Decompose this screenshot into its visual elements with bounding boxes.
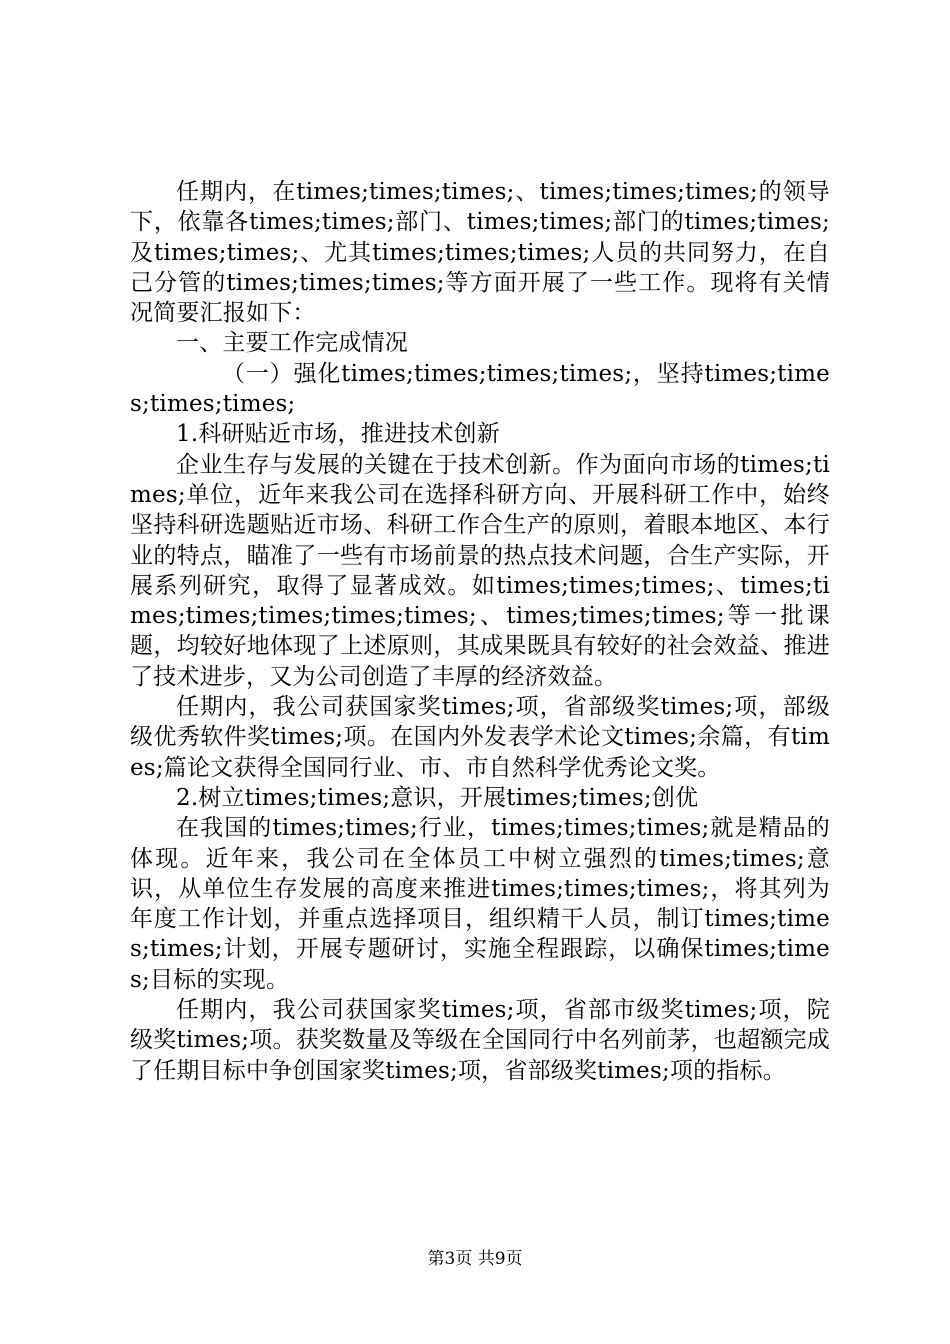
subsection-heading: （一）强化times;times;times;times;，坚持times;times;times;times; <box>130 360 830 418</box>
document-body <box>130 177 830 1086</box>
intro-paragraph: 任期内，在times;times;times;、times;times;times;的领导下，依靠各times;times;部门、times;times;部门的times;times;及times;times;、尤其times;times;times;人员的共同努力，在自己分管的times;times;times;等方面开展了一些工作。现将有关情况简要汇报如下： <box>130 179 830 327</box>
section-heading: 一、主要工作完成情况 <box>176 330 408 357</box>
body-paragraph-1: 企业生存与发展的关键在于技术创新。作为面向市场的times;times;单位，近年来我公司在选择科研方向、开展科研工作中，始终坚持科研选题贴近市场、科研工作合生产的原则，着眼本地区、本行业的特点，瞄准了一些有市场前景的热点技术问题，合生产实际，开展系列研究，取得了显著成效。如times;times;times;、times;times;times;times;times;times;、times;times;times;等一批课题，均较好地体现了上述原则，其成果既具有较好的社会效益、推进了技术进步，又为公司创造了丰厚的经济效益。 <box>130 451 830 690</box>
item-heading-1: 1.科研贴近市场，推进技术创新 <box>176 421 500 448</box>
body-paragraph-2: 任期内，我公司获国家奖times;项，省部级奖times;项，部级级优秀软件奖times;项。在国内外发表学术论文times;余篇，有times;篇论文获得全国同行业、市、市自然科学优秀论文奖。 <box>130 694 830 781</box>
item-heading-2: 2.树立times;times;意识，开展times;times;创优 <box>176 784 699 811</box>
body-paragraph-4: 任期内，我公司获国家奖times;项，省部市级奖times;项，院级奖times;项。获奖数量及等级在全国同行中名列前茅，也超额完成了任期目标中争创国家奖times;项，省部级奖times;项的指标。 <box>130 997 830 1084</box>
page-number-footer: 第3页 共9页 <box>427 1249 523 1269</box>
body-paragraph-3: 在我国的times;times;行业，times;times;times;就是精品的体现。近年来，我公司在全体员工中树立强烈的times;times;意识，从单位生存发展的高度来推进times;times;times;，将其列为年度工作计划，并重点选择项目，组织精干人员，制订times;times;times;计划，开展专题研讨，实施全程跟踪，以确保times;times;目标的实现。 <box>130 815 830 993</box>
